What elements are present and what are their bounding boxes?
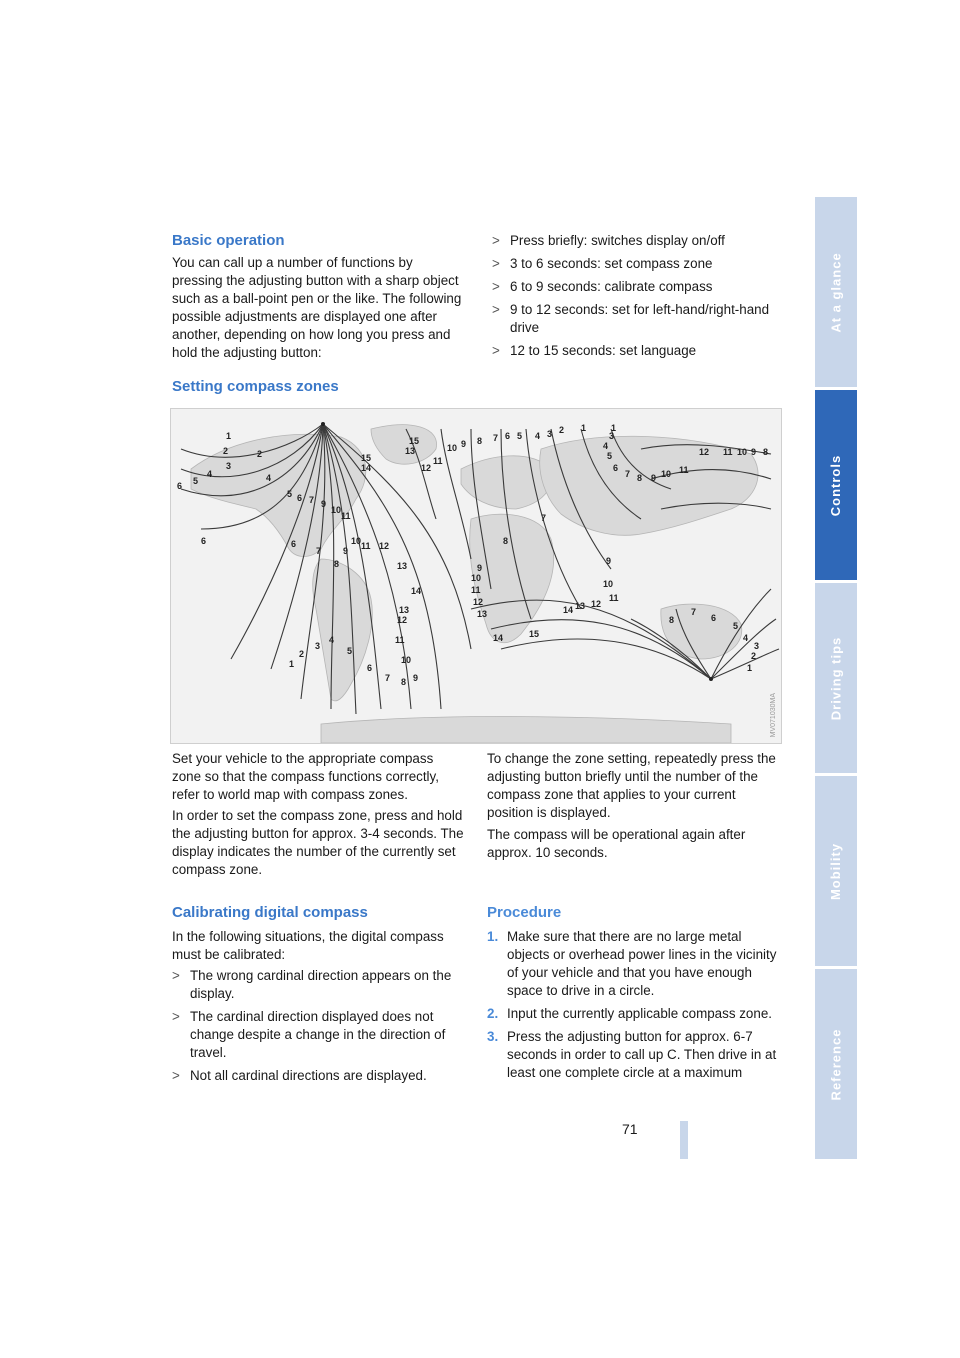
zone-label: 11 [361, 541, 371, 551]
list-item: > 3 to 6 seconds: set compass zone [492, 256, 713, 271]
zone-label: 10 [737, 447, 748, 457]
calibrating-heading: Calibrating digital compass [172, 904, 368, 921]
zone-label: 8 [477, 436, 483, 446]
zone-label: 10 [401, 655, 412, 665]
zone-label: 11 [471, 585, 481, 595]
zone-label: 3 [315, 641, 321, 651]
zone-label: 7 [385, 673, 391, 683]
zone-label: 9 [321, 499, 327, 509]
zone-label: 12 [591, 599, 602, 609]
zone-label: 1 [747, 663, 753, 673]
zone-label: 10 [603, 579, 614, 589]
zone-label: 9 [606, 556, 612, 566]
zone-label: 11 [395, 635, 405, 645]
compass-zones-para-4: The compass will be operational again after approx. 10 seconds. [487, 827, 746, 860]
zone-label: 11 [341, 511, 351, 521]
zone-label: 9 [477, 563, 483, 573]
zone-label: 10 [351, 536, 362, 546]
zone-label: 7 [493, 433, 499, 443]
zone-label: 13 [575, 601, 586, 611]
figure-code: MV071030MA [770, 692, 777, 737]
zone-label: 12 [397, 615, 408, 625]
zone-label: 8 [334, 559, 340, 569]
zone-label: 5 [347, 646, 353, 656]
zone-label: 7 [625, 469, 631, 479]
zone-label: 14 [361, 463, 372, 473]
list-item: > Press briefly: switches display on/off [492, 233, 725, 248]
zone-label: 12 [473, 597, 484, 607]
zone-label: 1 [226, 431, 232, 441]
zone-label: 13 [397, 561, 408, 571]
zone-label: 3 [609, 431, 615, 441]
basic-operation-list [492, 232, 777, 365]
list-item: > The cardinal direction displayed does not change despite a change in the direction of travel. [172, 1009, 446, 1060]
zone-label: 4 [603, 441, 609, 451]
zone-label: 8 [669, 615, 675, 625]
list-item: > 12 to 15 seconds: set language [492, 343, 697, 358]
zone-label: 3 [547, 429, 553, 439]
zone-label: 8 [637, 473, 643, 483]
zone-label: 2 [257, 449, 263, 459]
zone-label: 14 [411, 586, 422, 596]
zone-label: 2 [299, 649, 305, 659]
zone-label: 12 [699, 447, 710, 457]
zone-label: 1 [611, 423, 617, 433]
zone-label: 10 [661, 469, 672, 479]
zone-label: 4 [207, 469, 213, 479]
zone-label: 8 [401, 677, 407, 687]
list-item: > 6 to 9 seconds: calibrate compass [492, 279, 713, 294]
compass-zone-world-map [170, 408, 782, 744]
tab-driving-tips[interactable]: Driving tips [815, 583, 857, 773]
zone-label: 2 [751, 651, 757, 661]
zone-label: 2 [223, 446, 229, 456]
zone-label: 7 [316, 546, 322, 556]
zone-label: 8 [763, 447, 769, 457]
zone-label: 1 [581, 423, 587, 433]
zone-label: 6 [177, 481, 183, 491]
zone-label: 6 [201, 536, 207, 546]
zone-label: 13 [477, 609, 488, 619]
tab-at-a-glance[interactable]: At a glance [815, 197, 857, 387]
world-map-graphic [171, 409, 781, 743]
compass-zones-para-2: In order to set the compass zone, press and hold the adjusting button for approx. 3-4 seconds. The display indicates the number of the currently set compass zone. [172, 808, 464, 877]
tab-controls[interactable]: Controls [815, 390, 857, 580]
zone-label: 15 [529, 629, 540, 639]
zone-label: 9 [751, 447, 757, 457]
zone-label: 14 [563, 605, 574, 615]
zone-label: 5 [607, 451, 613, 461]
list-item: 2. Input the currently applicable compass zone. [487, 1006, 772, 1021]
zone-label: 8 [503, 536, 509, 546]
zone-label: 15 [409, 436, 420, 446]
page-number: 71 [622, 1121, 638, 1137]
zone-label: 6 [297, 493, 303, 503]
zone-label: 6 [367, 663, 373, 673]
zone-label: 6 [291, 539, 297, 549]
zone-label: 15 [361, 453, 372, 463]
zone-label: 9 [413, 673, 419, 683]
zone-label: 10 [331, 505, 342, 515]
zone-label: 2 [559, 425, 565, 435]
zone-label: 9 [461, 439, 467, 449]
zone-label: 6 [613, 463, 619, 473]
basic-operation-intro: You can call up a number of functions by pressing the adjusting button with a sharp object such as a ball-point pen or the like. The following possible adjustments are displayed one after another, depending on how long you press and hold the adjusting button: [172, 255, 462, 360]
zone-label: 11 [723, 447, 733, 457]
page-number-bar [680, 1121, 688, 1159]
zone-label: 11 [433, 456, 443, 466]
tab-mobility[interactable]: Mobility [815, 776, 857, 966]
tab-reference[interactable]: Reference [815, 969, 857, 1159]
list-item: 1. Make sure that there are no large metal objects or overhead power lines in the vicinity of your vehicle and that you have enough space to drive in a circle. [487, 929, 777, 998]
compass-zones-para-1: Set your vehicle to the appropriate compass zone so that the compass functions correctly, refer to world map with compass zones. [172, 751, 439, 802]
compass-zones-heading: Setting compass zones [172, 378, 339, 395]
zone-label: 12 [421, 463, 432, 473]
compass-zones-para-3: To change the zone setting, repeatedly press the adjusting button briefly until the number of the compass zone that applies to your current position is displayed. [487, 751, 776, 820]
basic-operation-heading: Basic operation [172, 232, 285, 249]
zone-label: 6 [505, 431, 511, 441]
procedure-steps [487, 928, 779, 1087]
calibrating-intro: In the following situations, the digital compass must be calibrated: [172, 929, 444, 962]
zone-label: 7 [691, 607, 697, 617]
zone-label: 5 [733, 621, 739, 631]
zone-label: 7 [309, 495, 315, 505]
zone-label: 11 [679, 465, 689, 475]
zone-label: 10 [471, 573, 482, 583]
list-item: 3. Press the adjusting button for approx. 6-7 seconds in order to call up C. Then drive in at least one complete circle at a maximum [487, 1029, 777, 1080]
zone-label: 9 [651, 473, 657, 483]
zone-label: 14 [493, 633, 504, 643]
zone-label: 3 [226, 461, 232, 471]
section-tabs [815, 197, 857, 1160]
calibrating-list [172, 967, 467, 1090]
list-item: > 9 to 12 seconds: set for left-hand/right-hand drive [492, 302, 770, 335]
zone-label: 5 [193, 476, 199, 486]
zone-label: 11 [609, 593, 619, 603]
list-item: > The wrong cardinal direction appears on the display. [172, 968, 452, 1001]
zone-label: 7 [541, 513, 547, 523]
zone-label: 12 [379, 541, 390, 551]
procedure-heading: Procedure [487, 904, 562, 921]
zone-label: 4 [329, 635, 335, 645]
zone-label: 4 [266, 473, 272, 483]
zone-label: 13 [405, 446, 416, 456]
zone-label: 10 [447, 443, 458, 453]
zone-label: 4 [535, 431, 541, 441]
list-item: > Not all cardinal directions are displayed. [172, 1068, 427, 1083]
zone-label: 5 [517, 431, 523, 441]
zone-label: 9 [343, 546, 349, 556]
zone-label: 6 [711, 613, 717, 623]
zone-label: 1 [289, 659, 295, 669]
zone-label: 5 [287, 489, 293, 499]
zone-label: 4 [743, 633, 749, 643]
zone-label: 13 [399, 605, 410, 615]
zone-label: 3 [754, 641, 760, 651]
